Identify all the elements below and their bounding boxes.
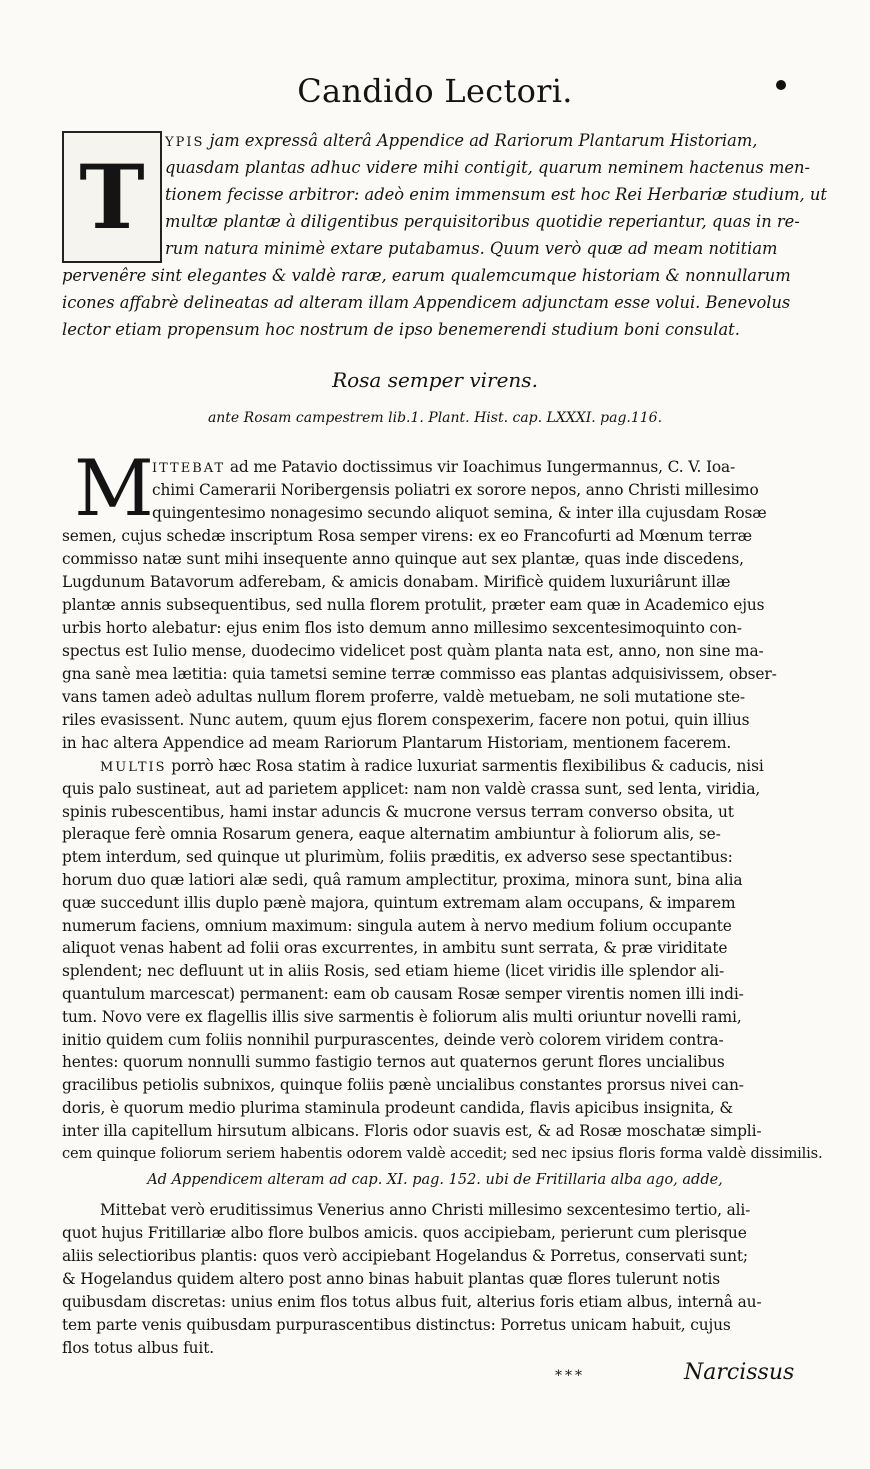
body-line: Lugdunum Batavorum adferebam, & amicis donabam. Mirificè quidem luxuriârunt illæ: [62, 573, 731, 591]
body-line: initio quidem cum foliis nonnihil purpurascentes, deinde verò colorem viridem contra-: [62, 1030, 724, 1049]
body-line: chimi Camerarii Noribergensis poliatri ex sorore nepos, anno Christi millesimo: [152, 481, 759, 499]
printer-ornament: ***: [555, 1368, 585, 1384]
body-line: vans tamen adeò adultas nullum florem proferre, valdè metuebam, ne soli mutatione ste-: [62, 688, 745, 706]
section-reference: ante Rosam campestrem lib.1. Plant. Hist. cap. LXXXI. pag.116.: [207, 410, 663, 426]
body-line: cem quinque foliorum seriem habentis odorem valdè accedit; sed nec ipsius floris forma valdè dissimilis.: [62, 1144, 823, 1162]
appendix-line: aliis selectioribus plantis: quos verò accipiebant Hogelandus & Porretus, conservati sunt;: [62, 1247, 748, 1265]
paragraph-first-word: MULTIS: [100, 760, 167, 775]
body-line: plantæ annis subsequentibus, sed nulla florem protulit, præter eam quæ in Academico ejus: [62, 596, 765, 614]
body-line: doris, è quorum medio plurima staminula prodeunt candida, flavis apicibus insignita, &: [62, 1099, 733, 1117]
page-title: Candido Lectori.: [297, 72, 573, 110]
body-line: gna sanè mea lætitia: quia tametsi semine terræ commisso eas plantas adquisivissem, obser-: [62, 665, 777, 683]
body-line: semen, cujus schedæ inscriptum Rosa semper virens: ex eo Francofurti ad Mœnum terræ: [62, 527, 752, 545]
appendix-line: quot hujus Fritillariæ albo flore bulbos amicis. quos accipiebam, perierunt cum plerisque: [62, 1224, 747, 1242]
body-line: in hac altera Appendice ad meam Rariorum Plantarum Historiam, mentionem facerem.: [62, 734, 732, 752]
ink-blot: [776, 80, 786, 90]
appendix-line: tem parte venis quibusdam purpurascentibus distinctus: Porretus unicam habuit, cujus: [62, 1316, 731, 1334]
intro-line: icones affabrè delineatas ad alteram illam Appendicem adjunctam esse volui. Benevolus: [62, 293, 791, 312]
body-line: spinis rubescentibus, hami instar aduncis & mucrone versus terram converso obsita, ut: [62, 802, 734, 821]
appendix-line: flos totus albus fuit.: [62, 1339, 214, 1357]
body-line: horum duo quæ latiori alæ sedi, quâ ramum amplectitur, proxima, minora sunt, bina alia: [62, 871, 743, 889]
body-line: commisso natæ sunt mihi insequente anno quinque aut sex plantæ, quas inde discedens,: [62, 550, 744, 568]
body-line: aliquot venas habent ad folii oras excurrentes, in ambitu sunt serrata, & præ viriditate: [62, 939, 728, 958]
body-line: tum. Novo vere ex flagellis illis sive sarmentis è foliorum alis multi oriuntur novelli rami,: [62, 1007, 742, 1026]
appendix-line: & Hogelandus quidem altero post anno binas habuit plantas quæ flores tulerunt notis: [62, 1270, 720, 1288]
body-line: ptem interdum, sed quinque ut plurimùm, foliis præditis, ex adverso sese spectantibus:: [62, 848, 733, 867]
body-line: pleraque ferè omnia Rosarum genera, eaque alternatim ambiuntur à foliorum alis, se-: [62, 825, 721, 844]
body-line: quæ succedunt illis duplo pænè majora, quintum extremam alam occupans, & imparem: [62, 893, 736, 912]
body-line: splendent; nec defluunt ut in aliis Rosis, sed etiam hieme (licet viridis ille splendor ali-: [62, 962, 725, 981]
body-line: quantulum marcescat) permanent: eam ob causam Rosæ semper virentis nomen illi indi-: [62, 985, 744, 1003]
intro-line: multæ plantæ à diligentibus perquisitoribus quotidie reperiantur, quas in re-: [165, 212, 800, 231]
appendix-heading: Ad Appendicem alteram ad cap. XI. pag. 152. ubi de Fritillaria alba ago, adde,: [147, 1172, 723, 1188]
body-line: hentes: quorum nonnulli summo fastigio ternos aut quaternos gerunt flores uncialibus: [62, 1053, 725, 1072]
body-line: inter illa capitellum hirsutum albicans. Floris odor suavis est, & ad Rosæ moschatæ simpli-: [62, 1121, 762, 1140]
body-line: quis palo sustineat, aut ad parietem applicet: nam non valdè crassa sunt, sed lenta, viridia,: [62, 779, 761, 798]
body-line-text: ad me Patavio doctissimus vir Ioachimus Iungermannus, C. V. Ioa-: [225, 458, 736, 476]
body-line: riles evasissent. Nunc autem, quum ejus florem conspexerim, facere non potui, quin illius: [62, 711, 750, 729]
intro-line: rum natura minimè extare putabamus. Quum verò quæ ad meam notitiam: [165, 239, 778, 258]
intro-line: tionem fecisse arbitror: adeò enim immensum est hoc Rei Herbariæ studium, ut: [165, 185, 827, 204]
intro-first-word: YPIS: [165, 135, 205, 150]
drop-cap-m: M: [74, 444, 154, 534]
appendix-line: Mittebat verò eruditissimus Venerius anno Christi millesimo sexcentesimo tertio, ali-: [100, 1201, 751, 1219]
body-line-text: porrò hæc Rosa statim à radice luxuriat sarmentis flexibilibus & caducis, nisi: [166, 757, 764, 775]
body-line: quingentesimo nonagesimo secundo aliquot semina, & inter illa cujusdam Rosæ: [152, 504, 767, 522]
intro-line-text: jam expressâ alterâ Appendice ad Rariorum Plantarum Historiam,: [204, 131, 758, 150]
body-line: numerum faciens, omnium maximum: singula autem à nervo medium folium occupante: [62, 916, 732, 935]
appendix-line: quibusdam discretas: unius enim flos totus albus fuit, alterius foris etiam albus, internâ au-: [62, 1293, 762, 1311]
intro-line: [165, 131, 757, 150]
intro-line: quasdam plantas adhuc videre mihi contigit, quarum neminem hactenus men-: [165, 158, 811, 177]
body-line: spectus est Iulio mense, duodecimo videlicet post quàm planta nata est, anno, non sine ma-: [62, 642, 764, 660]
body-line: [100, 757, 764, 775]
section-title: Rosa semper virens.: [332, 368, 538, 392]
intro-line: lector etiam propensum hoc nostrum de ipso benemerendi studium boni consulat.: [62, 320, 740, 339]
body-line: gracilibus petiolis subnixos, quinque foliis pænè uncialibus constantes prorsus nivei can-: [62, 1076, 744, 1095]
catchword: Narcissus: [684, 1360, 795, 1385]
body-line: [152, 458, 735, 476]
body-line: urbis horto alebatur: ejus enim flos isto demum anno millesimo sexcentesimoquinto con-: [62, 619, 742, 637]
intro-line: pervenêre sint elegantes & valdè raræ, earum qualemcumque historiam & nonnullarum: [62, 266, 791, 285]
body-first-word: ITTEBAT: [152, 461, 226, 476]
decorated-initial-t: T: [62, 131, 162, 263]
